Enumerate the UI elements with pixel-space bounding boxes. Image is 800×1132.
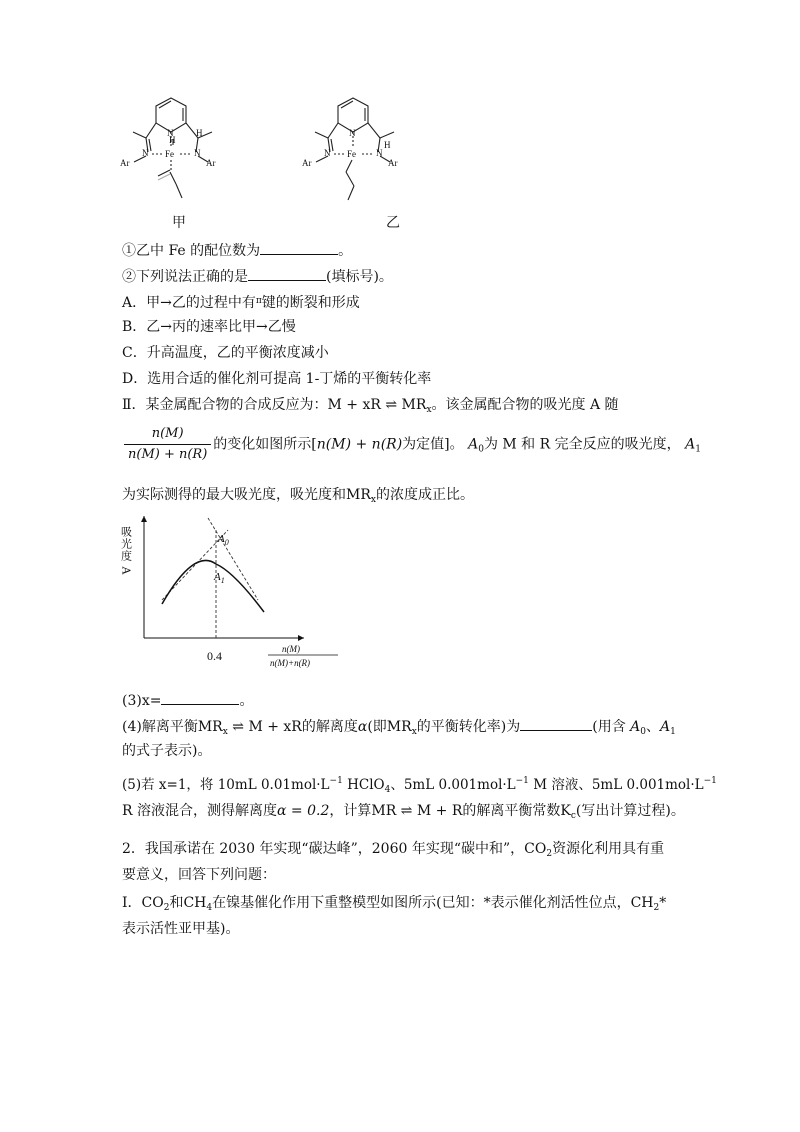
x-tick-label: 0.4 — [207, 649, 222, 663]
a0-symbol: A — [468, 436, 479, 453]
q4-text-c: (即 — [367, 719, 387, 735]
k-sub: c — [570, 811, 576, 821]
svg-text:N: N — [349, 128, 356, 138]
structure-jia-label: 甲 — [172, 215, 186, 231]
mrx-symbol: MR — [197, 719, 223, 735]
q4-text: (4)解离平衡 — [122, 719, 198, 735]
part1-label: I． — [122, 895, 142, 911]
svg-text:Ar: Ar — [120, 158, 130, 168]
a1-symbol: A — [685, 436, 696, 453]
structure-jia — [118, 92, 228, 210]
line3-text-b: 的浓度成正比。 — [375, 487, 474, 503]
x-axis-label-num: n(M) — [282, 644, 300, 654]
question-5 — [122, 772, 717, 799]
alpha-symbol: α — [357, 719, 368, 735]
answer-blank[interactable] — [248, 266, 326, 281]
structure-yi-label: 乙 — [386, 215, 400, 231]
svg-text:Ar: Ar — [302, 158, 312, 168]
ch2-sub: 2 — [653, 903, 660, 913]
unit-sup: −1 — [703, 776, 717, 786]
hclo4-sub: 4 — [384, 785, 391, 795]
structure-yi — [300, 92, 410, 210]
a1-annotation: $A_1$ — [214, 571, 225, 585]
svg-text:N: N — [142, 148, 149, 158]
q2-main-text-b: 资源化利用具有重 — [552, 841, 665, 857]
question-5-line2 — [122, 802, 685, 825]
k-symbol: K — [560, 803, 571, 819]
q1-end: 。 — [338, 243, 353, 259]
ch4-sub: 4 — [206, 903, 213, 913]
q5-line2-c: 的解离平衡常数 — [462, 803, 561, 819]
option-a-text-2: 键的断裂和形成 — [261, 295, 360, 311]
part2-line2 — [122, 424, 701, 470]
a0-annotation: $A_0$ — [218, 533, 229, 547]
unit-sup: −1 — [329, 776, 343, 786]
part2-line3 — [122, 486, 474, 509]
pi-symbol: π — [255, 296, 262, 306]
a1-sub: 1 — [695, 444, 701, 455]
svg-text:N: N — [194, 148, 201, 158]
alpha-equation: α = 0.2 — [277, 803, 330, 819]
y-axis-label: 吸光度 A — [119, 526, 133, 576]
part1-text: 在镍基催化作用下重整模型如图所示(已知：*表示催化剂活性位点， — [212, 895, 631, 911]
intro-text-2: 。该金属配合物的吸光度 A 随 — [431, 397, 619, 413]
option-c — [122, 344, 329, 362]
sum-expression: n(M) + n(R) — [316, 436, 403, 453]
option-d-text: D．选用合适的催化剂可提高 1-丁烯的平衡转化率 — [122, 371, 432, 387]
svg-text:H: H — [384, 140, 391, 150]
question-correct-statement — [122, 266, 393, 286]
answer-blank[interactable] — [161, 690, 239, 705]
question-4-line2 — [122, 742, 211, 760]
mrx-sub: x — [222, 727, 228, 737]
reaction-equation: M + xR ⇌ MR — [327, 397, 427, 413]
question-coordination-number — [122, 240, 352, 260]
svg-text:Fe: Fe — [347, 149, 356, 159]
a1-symbol: A — [660, 719, 671, 735]
line2-text: 的变化如图所示[ — [213, 436, 317, 453]
x-axis-label-den: n(M)+n(R) — [270, 658, 311, 668]
svg-text:Ar: Ar — [388, 158, 398, 168]
mrx-sub: x — [370, 495, 376, 505]
ch4-formula: CH — [183, 895, 207, 911]
q2-main-text: 2．我国承诺在 2030 年实现“碳达峰”，2060 年实现“碳中和”， — [122, 841, 525, 857]
q4-text-d: 的平衡转化率)为 — [416, 719, 521, 735]
mrx-symbol-2: MR — [386, 719, 412, 735]
intro-text: Ⅱ．某金属配合物的合成反应为： — [122, 397, 328, 413]
ch2-formula: CH — [630, 895, 654, 911]
q4-text-b: 的解离度 — [301, 719, 358, 735]
a0-sub: 0 — [640, 727, 647, 737]
q2-line2-text: 要意义，回答下列问题： — [122, 867, 276, 883]
svg-text:Ar: Ar — [206, 158, 216, 168]
tangent-right — [208, 518, 258, 600]
fraction-denominator: n(M) + n(R) — [128, 447, 208, 462]
q1-text: ①乙中 Fe 的配位数为 — [122, 243, 261, 259]
co2-sub: 2 — [546, 849, 553, 859]
absorbance-chart — [118, 512, 348, 672]
q5-line2-d: (写出计算过程)。 — [575, 803, 685, 819]
line2-text-c: 为 M 和 R 完全反应的吸光度， — [483, 436, 681, 453]
dissociation-eq: ⇌ M + xR — [232, 719, 302, 735]
answer-blank[interactable] — [260, 240, 338, 255]
mrx-symbol: MR — [346, 487, 371, 503]
question-2-part1-line2 — [122, 920, 239, 938]
q5-line2-text: R 溶液混合，测得解离度 — [122, 803, 277, 819]
line2-text-b: 为定值]。 — [402, 436, 464, 453]
absorbance-curve — [162, 560, 264, 612]
option-b-text: B．乙→丙的速率比甲→乙慢 — [122, 319, 296, 335]
co2-formula: CO — [141, 895, 164, 911]
svg-text:H: H — [169, 135, 176, 145]
question-2-line2 — [122, 866, 276, 884]
svg-text:N: N — [376, 148, 383, 158]
mrx-sub-2: x — [411, 727, 417, 737]
question-2-main — [122, 840, 664, 863]
co2-sub: 2 — [163, 903, 170, 913]
option-b — [122, 318, 296, 336]
svg-text:N: N — [324, 148, 331, 158]
part1-line2-text: 表示活性亚甲基)。 — [122, 921, 240, 937]
q3-end: 。 — [239, 693, 254, 709]
q4-text-g: 的式子表示)。 — [122, 743, 212, 759]
svg-text:N: N — [167, 128, 174, 138]
q2-text: ②下列说法正确的是 — [122, 269, 248, 285]
question-4 — [122, 716, 676, 741]
q5-text-d: M 溶液、5mL 0.001mol·L — [533, 777, 704, 793]
star-symbol: * — [659, 895, 667, 911]
fraction-numerator: n(M) — [124, 424, 211, 445]
q4-text-f: 、 — [646, 719, 661, 735]
svg-text:Fe: Fe — [165, 149, 174, 159]
option-c-text: C．升高温度，乙的平衡浓度减小 — [122, 345, 329, 361]
svg-text:H: H — [196, 128, 203, 138]
and-text: 和 — [169, 895, 184, 911]
mole-fraction — [124, 424, 211, 465]
question-2-part1 — [122, 894, 666, 917]
mr-equation: MR ⇌ M + R — [371, 803, 463, 819]
q5-line2-b: ，计算 — [329, 803, 372, 819]
hclo4: HClO — [347, 777, 385, 793]
a0-symbol: A — [630, 719, 641, 735]
option-a-text: A．甲→乙的过程中有 — [122, 295, 256, 311]
q3-text: (3)x= — [122, 693, 162, 709]
q5-text: (5)若 x=1，将 10mL 0.01mol·L — [122, 777, 330, 793]
question-3 — [122, 690, 253, 710]
unit-sup: −1 — [515, 776, 529, 786]
answer-blank[interactable] — [520, 716, 592, 731]
a0-sub: 0 — [478, 444, 484, 455]
co2-formula: CO — [524, 841, 547, 857]
reaction-sub: x — [426, 405, 432, 415]
a1-sub: 1 — [670, 727, 676, 737]
option-d — [122, 370, 431, 388]
option-a — [122, 292, 360, 312]
q5-text-c: 、5mL 0.001mol·L — [390, 777, 516, 793]
part2-intro — [122, 396, 619, 419]
q4-text-e: (用含 — [592, 719, 626, 735]
q2-end: (填标号)。 — [326, 269, 393, 285]
line3-text: 为实际测得的最大吸光度，吸光度和 — [122, 487, 346, 503]
